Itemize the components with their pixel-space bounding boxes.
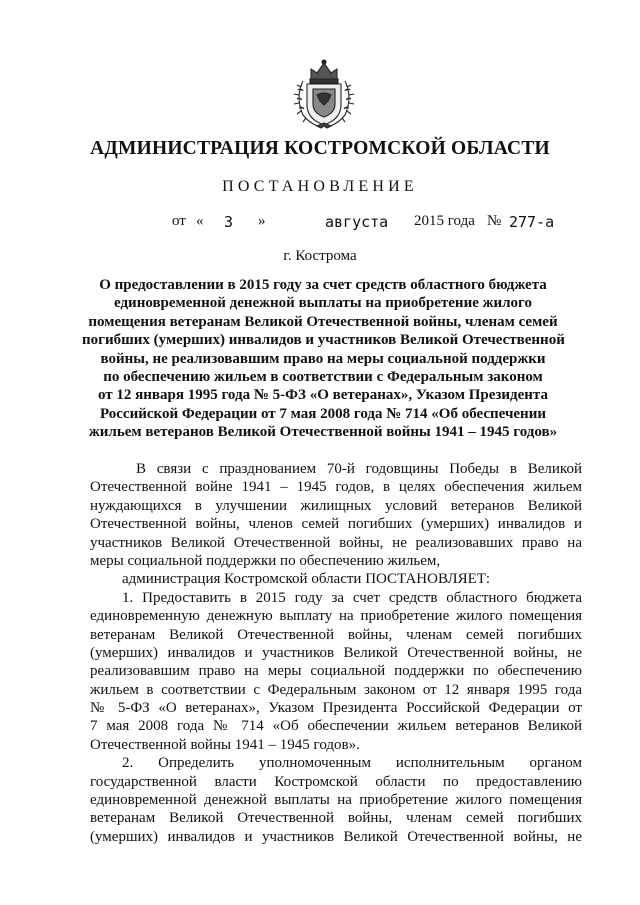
coat-of-arms-emblem [291,57,357,129]
body-line: ветеранам Великой Отечественной войны, членам семей погибших [90,626,582,643]
title-line: по обеспечению жильем в соответствии с Федеральным законом [103,369,543,386]
body-line: нуждающихся в улучшении жилищных условий ветеранов Великой [90,497,582,514]
body-line: Отечественной войны 1941 – 1945 годов». [90,736,360,753]
body-line: (умерших) инвалидов и участников Великой Отечественной войны, не [90,644,582,661]
title-line: от 12 января 1995 года № 5-ФЗ «О ветеранах», Указом Президента [98,387,548,404]
date-close-quote: » [258,213,266,229]
title-line: войны, не реализовавшим право на меры социальной поддержки [100,350,546,367]
date-day: 3 [224,213,234,231]
body-line: реализовавшим право на меры социальной поддержки по обеспечению [90,663,582,680]
body-line: ветеранам Великой Отечественной войны, членам семей погибших [90,810,582,827]
body-line: администрация Костромской области ПОСТАНОВЛЯЕТ: [122,571,491,588]
body-line: 7 мая 2008 года № 714 «Об обеспечении жильем ветеранов Великой [90,718,582,735]
document-number: 277-а [509,213,555,231]
city-name: г. Кострома [283,248,357,264]
title-line: единовременной денежной выплаты на приобретение жилого [114,295,532,312]
date-open-quote: « [196,213,204,229]
title-line: Российской Федерации от 7 мая 2008 года № 714 «Об обеспечении [99,405,546,422]
number-sign: № [487,213,502,229]
body-line: 2. Определить уполномоченным исполнительным органом [122,755,582,772]
body-line: 1. Предоставить в 2015 году за счет средств областного бюджета [122,589,582,606]
body-line: Отечественной войны, членов семей погибших (умерших) инвалидов и [90,516,582,533]
organization-name: АДМИНИСТРАЦИЯ КОСТРОМСКОЙ ОБЛАСТИ [90,138,550,159]
body-line: Отечественной войне 1941 – 1945 годов, в целях обеспечения жильем [90,479,582,496]
body-line: В связи с празднованием 70-й годовщины Победы в Великой [136,461,582,477]
body-line: единовременную денежную выплату на приобретение жилого помещения [90,608,582,625]
date-month: августа [325,213,389,231]
date-year: 2015 года [414,213,475,229]
body-line: государственной власти Костромской области по предоставлению [90,773,582,790]
body-line: меры социальной поддержки по обеспечению жильем, [90,552,441,569]
title-line: помещения ветеранам Великой Отечественной войны, членам семей [88,313,558,330]
body-line: участников Великой Отечественной войны, не реализовавших право на [90,534,582,551]
title-line: О предоставлении в 2015 году за счет средств областного бюджета [99,277,547,293]
date-prefix: от [172,213,186,229]
title-line: погибших (умерших) инвалидов и участников Великой Отечественной [82,332,565,349]
document-type: ПОСТАНОВЛЕНИЕ [222,178,418,195]
document-title [82,276,564,442]
body-line: единовременной денежной выплаты на приобретение жилого помещения [90,792,582,809]
document-body [90,460,582,846]
body-line: № 5-ФЗ «О ветеранах», Указом Президента Российской Федерации от [90,700,582,717]
body-line: (умерших) инвалидов и участников Великой Отечественной войны, не [90,828,582,845]
title-line: жильем ветеранов Великой Отечественной войны 1941 – 1945 годов» [88,424,558,441]
body-line: жильем в соответствии с Федеральным законом от 12 января 1995 года [90,681,582,698]
